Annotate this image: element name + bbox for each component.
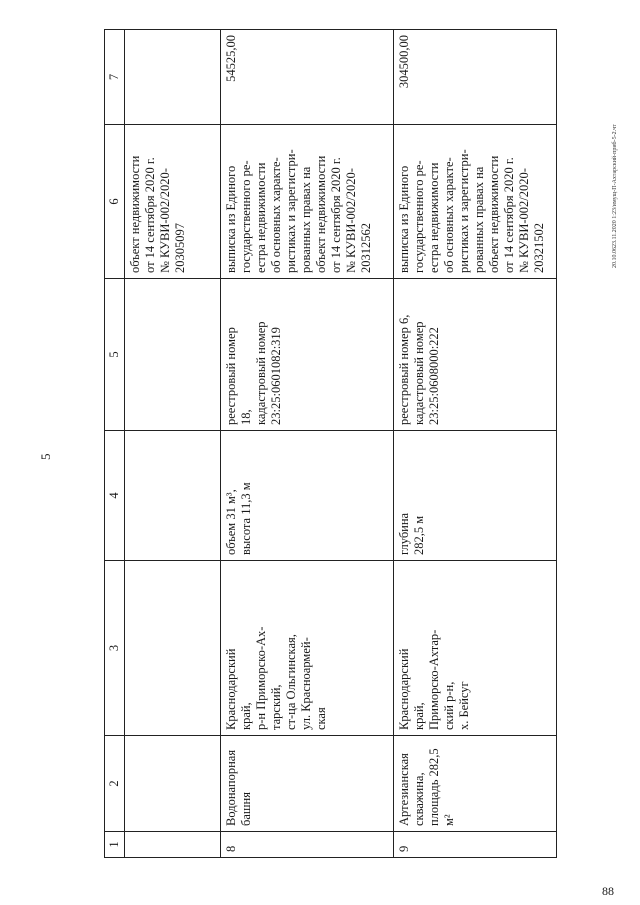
cell bbox=[125, 561, 221, 736]
sheet-number: 88 bbox=[602, 884, 614, 898]
characteristics-cell: объем 31 м³, высота 11,3 м bbox=[221, 431, 394, 561]
cell bbox=[125, 431, 221, 561]
value-cell: 304500,00 bbox=[394, 30, 557, 125]
cell bbox=[125, 30, 221, 125]
cell bbox=[125, 736, 221, 832]
document-cell: выписка из Единого государственного ре- естра недвижимости об основных характе- ристиках и зарегистри- рованных правах на объект недвижимости от 14 сентября 2020 г. № КУВИ-002/2020- 20321502 bbox=[394, 125, 557, 279]
register-cell: реестровый номер 18, кадастровый номер 23:25:0601082:319 bbox=[221, 279, 394, 431]
cell bbox=[125, 832, 221, 858]
document-code: 20.10.0623.11.2020 1:23/имущ-П-Ахтарский-приб-5-2.чт bbox=[612, 124, 618, 268]
document-cell: выписка из Единого государственного ре- естра недвижимости об основных характе- ристиках и зарегистри- рованных правах на объект недвижимости от 14 сентября 2020 г. № КУВИ-002/2020- 20312562 bbox=[221, 125, 394, 279]
property-table bbox=[104, 29, 557, 858]
object-name: Водонапорная башня bbox=[221, 736, 394, 832]
header-col-2: 2 bbox=[105, 736, 125, 832]
page-number: 5 bbox=[38, 453, 53, 460]
rotated-table-container bbox=[104, 30, 557, 858]
characteristics-cell: глубина 282,5 м bbox=[394, 431, 557, 561]
table-row bbox=[221, 30, 394, 858]
row-number: 8 bbox=[221, 832, 394, 858]
continuation-row bbox=[125, 30, 221, 858]
header-col-5: 5 bbox=[105, 279, 125, 431]
address-cell: Краснодарский край, р-н Приморско-Ах- тарский, ст-ца Ольгинская, ул. Красноармей- ская bbox=[221, 561, 394, 736]
register-cell: реестровый номер 6, кадастровый номер 23:25:0608000:222 bbox=[394, 279, 557, 431]
cell bbox=[125, 279, 221, 431]
header-col-3: 3 bbox=[105, 561, 125, 736]
row-number: 9 bbox=[394, 832, 557, 858]
header-row bbox=[105, 30, 125, 858]
header-col-4: 4 bbox=[105, 431, 125, 561]
header-col-1: 1 bbox=[105, 832, 125, 858]
table-row bbox=[394, 30, 557, 858]
object-name: Артезианская скважина, площадь 282,5 м² bbox=[394, 736, 557, 832]
address-cell: Краснодарский край, Приморско-Ахтар- ский р-н, х. Бейсуг bbox=[394, 561, 557, 736]
header-col-6: 6 bbox=[105, 125, 125, 279]
value-cell: 54525,00 bbox=[221, 30, 394, 125]
document-cell: объект недвижимости от 14 сентября 2020 г. № КУВИ-002/2020- 20305097 bbox=[125, 125, 221, 279]
header-col-7: 7 bbox=[105, 30, 125, 125]
